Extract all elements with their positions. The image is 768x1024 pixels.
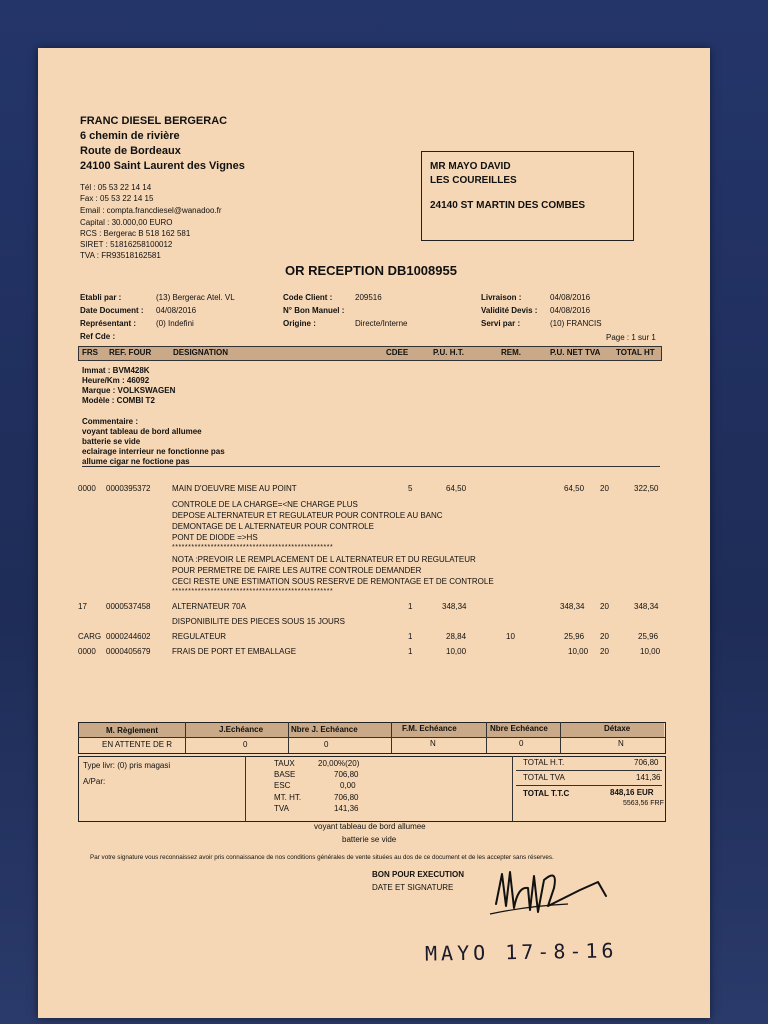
- total-ttc-label: TOTAL T.T.C: [523, 789, 570, 798]
- codeclient-value: 209516: [355, 293, 382, 302]
- company-tel: Tél : 05 53 22 14 14: [80, 183, 152, 192]
- page-number: Page : 1 sur 1: [606, 333, 656, 342]
- mtht-value: 706,80: [334, 793, 359, 802]
- type-livr: Type livr: (0) pris magasi: [83, 761, 171, 770]
- total-ht-value: 706,80: [634, 758, 659, 767]
- note-line-7: CECI RESTE UNE ESTIMATION SOUS RESERVE DE REMONTAGE ET DE CONTROLE: [172, 577, 494, 586]
- vehicle-modele: Modèle : COMBI T2: [82, 396, 155, 405]
- row-frs: 17: [78, 602, 87, 611]
- row-ref: 0000395372: [106, 484, 151, 493]
- datedoc-value: 04/08/2016: [156, 306, 197, 315]
- row-punet: 64,50: [564, 484, 585, 493]
- row-pu: 348,34: [442, 602, 467, 611]
- row-frs: 0000: [78, 484, 96, 493]
- summary-sep: [512, 756, 513, 821]
- total-ttc-value: 848,16 EUR: [610, 788, 654, 797]
- refcde-label: Ref Cde :: [80, 332, 116, 341]
- validite-label: Validité Devis :: [481, 306, 538, 315]
- footer-comment-1: voyant tableau de bord allumee: [314, 822, 426, 831]
- comment-line-2: batterie se vide: [82, 437, 141, 446]
- payment-h1: M. Règlement: [106, 726, 159, 735]
- comment-line-4: allume cigar ne foctione pas: [82, 457, 190, 466]
- col-rem: REM.: [501, 348, 521, 357]
- col-total: TOTAL HT: [616, 348, 655, 357]
- row-frs: CARG: [78, 632, 102, 641]
- payment-sep: [288, 722, 289, 753]
- row-designation: ALTERNATEUR 70A: [172, 602, 246, 611]
- row-total: 348,34: [634, 602, 659, 611]
- row-pu: 28,84: [446, 632, 467, 641]
- comment-divider: [82, 466, 660, 467]
- company-tva: TVA : FR93518162581: [80, 251, 161, 260]
- comment-line-1: voyant tableau de bord allumee: [82, 427, 202, 436]
- row-punet: 348,34: [560, 602, 585, 611]
- document-title: OR RECEPTION DB1008955: [285, 263, 457, 278]
- payment-sep: [391, 722, 392, 753]
- taux-label: TAUX: [274, 759, 295, 768]
- note-stars-2: **************************************************: [172, 588, 334, 595]
- row-designation: MAIN D'OEUVRE MISE AU POINT: [172, 484, 297, 493]
- payment-h4: F.M. Echéance: [402, 724, 457, 733]
- row-designation: FRAIS DE PORT ET EMBALLAGE: [172, 647, 297, 656]
- note-line-5: NOTA :PREVOIR LE REMPLACEMENT DE L ALTERNATEUR ET DU REGULATEUR: [172, 555, 476, 564]
- company-fax: Fax : 05 53 22 14 15: [80, 194, 154, 203]
- payment-sep: [185, 722, 186, 753]
- row-punet: 25,96: [564, 632, 585, 641]
- base-label: BASE: [274, 770, 296, 779]
- company-address-2: Route de Bordeaux: [80, 145, 181, 157]
- row-total: 25,96: [638, 632, 659, 641]
- row-pu: 10,00: [446, 647, 467, 656]
- company-email: Email : compta.francdiesel@wanadoo.fr: [80, 206, 222, 215]
- note-line-3: DEMONTAGE DE L ALTERNATEUR POUR CONTROLE: [172, 522, 374, 531]
- summary-sep: [245, 756, 246, 821]
- handwritten-date: MAYO 17-8-16: [424, 938, 618, 966]
- row-tva: 20: [600, 647, 609, 656]
- col-ref: REF. FOUR: [109, 348, 152, 357]
- servi-label: Servi par :: [481, 319, 521, 328]
- origine-value: Directe/Interne: [355, 319, 408, 328]
- row-tva: 20: [600, 632, 609, 641]
- base-value: 706,80: [334, 770, 359, 779]
- comment-line-3: eclairage interrieur ne fonctionne pas: [82, 447, 225, 456]
- payment-h6: Détaxe: [604, 724, 631, 733]
- a-par: A/Par:: [83, 777, 106, 786]
- col-pu: P.U. H.T.: [433, 348, 464, 357]
- total-tva-label: TOTAL TVA: [523, 773, 565, 782]
- payment-h5: Nbre Echéance: [490, 724, 548, 733]
- mtht-label: MT. HT.: [274, 793, 302, 802]
- total-ht-label: TOTAL H.T.: [523, 758, 565, 767]
- etabli-value: (13) Bergerac Atel. VL: [156, 293, 235, 302]
- livraison-value: 04/08/2016: [550, 293, 591, 302]
- row-designation: REGULATEUR: [172, 632, 227, 641]
- date-signature-label: DATE ET SIGNATURE: [372, 883, 454, 892]
- payment-v1: EN ATTENTE DE R: [102, 740, 173, 749]
- row-cdee: 1: [408, 647, 413, 656]
- origine-label: Origine :: [283, 319, 316, 328]
- client-place: LES COUREILLES: [430, 175, 517, 186]
- payment-v6: N: [618, 739, 624, 748]
- total-tva-value: 141,36: [636, 773, 661, 782]
- legal-notice: Par votre signature vous reconnaissez avoir pris connaissance de nos conditions générales de vente situées au dos de ce document et de les accepter sans réserves.: [90, 854, 554, 861]
- company-address-3: 24100 Saint Laurent des Vignes: [80, 160, 245, 172]
- row-cdee: 5: [408, 484, 413, 493]
- row-ref: 0000537458: [106, 602, 151, 611]
- payment-h2: J.Echéance: [219, 725, 264, 734]
- company-name: FRANC DIESEL BERGERAC: [80, 115, 228, 127]
- esc-value: 0,00: [340, 781, 356, 790]
- payment-sep: [560, 722, 561, 753]
- datedoc-label: Date Document :: [80, 306, 144, 315]
- payment-sep: [486, 722, 487, 753]
- row-tva: 20: [600, 602, 609, 611]
- payment-header: [79, 723, 664, 737]
- row-pu: 64,50: [446, 484, 467, 493]
- col-punet-tva: P.U. NET TVA: [550, 348, 601, 357]
- col-cdee: CDEE: [386, 348, 409, 357]
- row-cdee: 1: [408, 632, 413, 641]
- company-rcs: RCS : Bergerac B 518 162 581: [80, 229, 191, 238]
- note-line-4: PONT DE DIODE =>HS: [172, 533, 258, 542]
- row-cdee: 1: [408, 602, 413, 611]
- row-ref: 0000405679: [106, 647, 151, 656]
- taux-value: 20,00%(20): [318, 759, 360, 768]
- footer-comment-2: batterie se vide: [342, 835, 397, 844]
- note-line-2: DEPOSE ALTERNATEUR ET REGULATEUR POUR CONTROLE AU BANC: [172, 511, 443, 520]
- etabli-label: Etabli par :: [80, 293, 122, 302]
- note-stars-1: **************************************************: [172, 544, 334, 551]
- row-total: 322,50: [634, 484, 659, 493]
- total-frf-value: 5563,56 FRF: [623, 800, 664, 807]
- row-rem: 10: [506, 632, 515, 641]
- company-siret: SIRET : 51816258100012: [80, 240, 173, 249]
- company-capital: Capital : 30.000,00 EURO: [80, 218, 173, 227]
- rep-label: Représentant :: [80, 319, 137, 328]
- vehicle-immat: Immat : BVM428K: [82, 366, 150, 375]
- note-line-1: CONTROLE DE LA CHARGE=<NE CHARGE PLUS: [172, 500, 358, 509]
- validite-value: 04/08/2016: [550, 306, 591, 315]
- row-ref: 0000244602: [106, 632, 151, 641]
- payment-v4: N: [430, 739, 436, 748]
- rep-value: (0) Indefini: [156, 319, 194, 328]
- row-total: 10,00: [640, 647, 661, 656]
- comment-label: Commentaire :: [82, 417, 139, 426]
- vehicle-marque: Marque : VOLKSWAGEN: [82, 386, 176, 395]
- payment-v2: 0: [243, 740, 248, 749]
- vehicle-km: Heure/Km : 46092: [82, 376, 150, 385]
- row-frs: 0000: [78, 647, 96, 656]
- servi-value: (10) FRANCIS: [550, 319, 602, 328]
- invoice-paper: [38, 48, 710, 1018]
- bon-manuel-label: N° Bon Manuel :: [283, 306, 345, 315]
- payment-v5: 0: [519, 739, 524, 748]
- payment-v3: 0: [324, 740, 329, 749]
- payment-divider: [78, 737, 665, 738]
- client-name: MR MAYO DAVID: [430, 161, 511, 172]
- codeclient-label: Code Client :: [283, 293, 333, 302]
- summary-line: [516, 770, 662, 771]
- note-line-6: POUR PERMETRE DE FAIRE LES AUTRE CONTROLE DEMANDER: [172, 566, 422, 575]
- col-frs: FRS: [82, 348, 98, 357]
- tva-label: TVA: [274, 804, 289, 813]
- signature-image: [488, 866, 618, 926]
- bon-pour-execution: BON POUR EXECUTION: [372, 870, 465, 879]
- col-designation: DESIGNATION: [173, 348, 228, 357]
- company-address-1: 6 chemin de rivière: [80, 130, 180, 142]
- esc-label: ESC: [274, 781, 291, 790]
- livraison-label: Livraison :: [481, 293, 522, 302]
- note-line-8: DISPONIBILITE DES PIECES SOUS 15 JOURS: [172, 617, 345, 626]
- tva-value: 141,36: [334, 804, 359, 813]
- summary-line: [516, 785, 662, 786]
- row-tva: 20: [600, 484, 609, 493]
- payment-h3: Nbre J. Echéance: [291, 725, 358, 734]
- row-punet: 10,00: [568, 647, 589, 656]
- client-city: 24140 ST MARTIN DES COMBES: [430, 200, 586, 211]
